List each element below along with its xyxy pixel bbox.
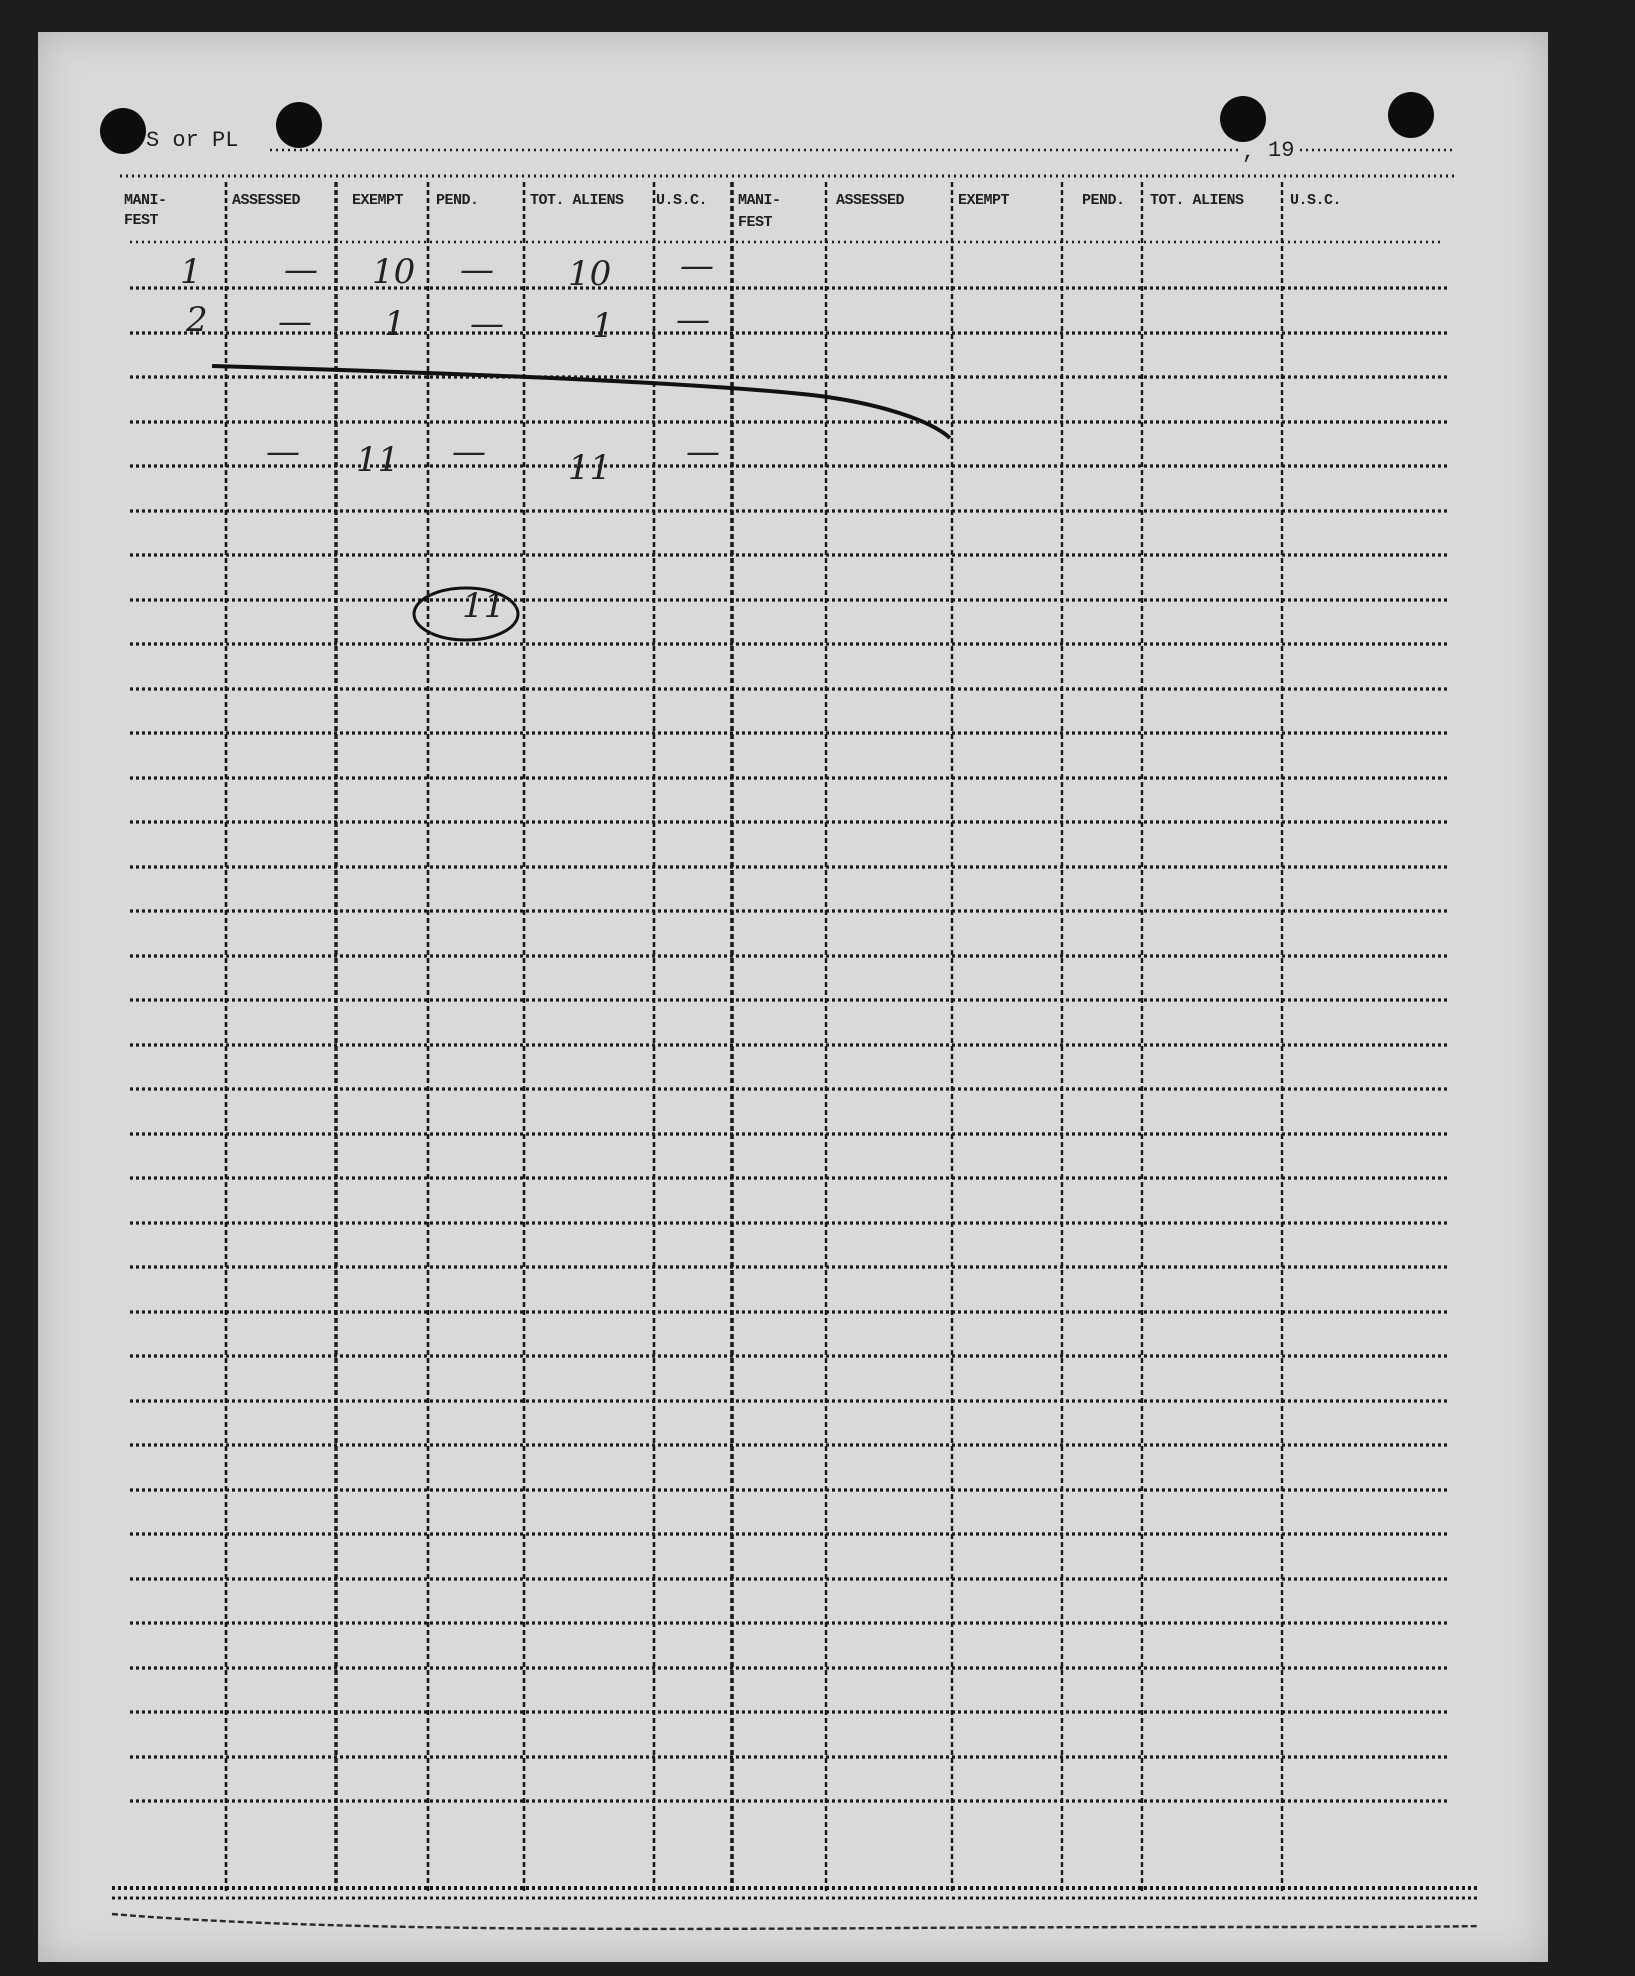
row2-exempt: 1 <box>384 304 406 344</box>
total-assessed: — <box>266 432 300 472</box>
col-header-pend-r: PEND. <box>1082 192 1125 209</box>
date-comma: , <box>1242 140 1256 165</box>
total-tot-aliens: 11 <box>568 448 612 488</box>
total-usc: — <box>686 432 720 472</box>
row1-exempt: 10 <box>372 252 416 292</box>
row1-assessed: — <box>284 250 318 290</box>
col-header-usc: U.S.C. <box>656 192 708 209</box>
col-header-tot-aliens: TOT. ALIENS <box>530 192 624 209</box>
row2-assessed: — <box>278 302 312 342</box>
row1-manifest: 1 <box>180 252 202 292</box>
col-header-tot-aliens-r: TOT. ALIENS <box>1150 192 1244 209</box>
total-exempt: 11 <box>356 440 400 480</box>
row1-tot-aliens: 10 <box>568 254 612 294</box>
row1-pend: — <box>460 250 494 290</box>
total-pend: — <box>452 432 486 472</box>
col-header-assessed-r: ASSESSED <box>836 192 905 209</box>
row2-pend: — <box>470 304 504 344</box>
col-header-manifest-r: MANI- <box>738 192 781 209</box>
col-header-manifest: MANI- <box>124 192 167 209</box>
col-header-exempt-r: EXEMPT <box>958 192 1010 209</box>
col-header-usc-r: U.S.C. <box>1290 192 1342 209</box>
col-header-pend: PEND. <box>436 192 479 209</box>
year-prefix: 19 <box>1268 138 1295 163</box>
bottom-edge-line <box>112 1914 1478 1929</box>
row2-manifest: 2 <box>186 300 208 340</box>
row2-tot-aliens: 1 <box>592 306 614 346</box>
row2-usc: — <box>676 300 710 340</box>
col-header-manifest-r-2: FEST <box>738 214 773 231</box>
row1-usc: — <box>680 246 714 286</box>
prefix-label: S or PL <box>146 128 239 153</box>
col-header-exempt: EXEMPT <box>352 192 404 209</box>
col-header-assessed: ASSESSED <box>232 192 301 209</box>
col-header-manifest-2: FEST <box>124 212 159 229</box>
circled-total: 11 <box>462 586 506 626</box>
